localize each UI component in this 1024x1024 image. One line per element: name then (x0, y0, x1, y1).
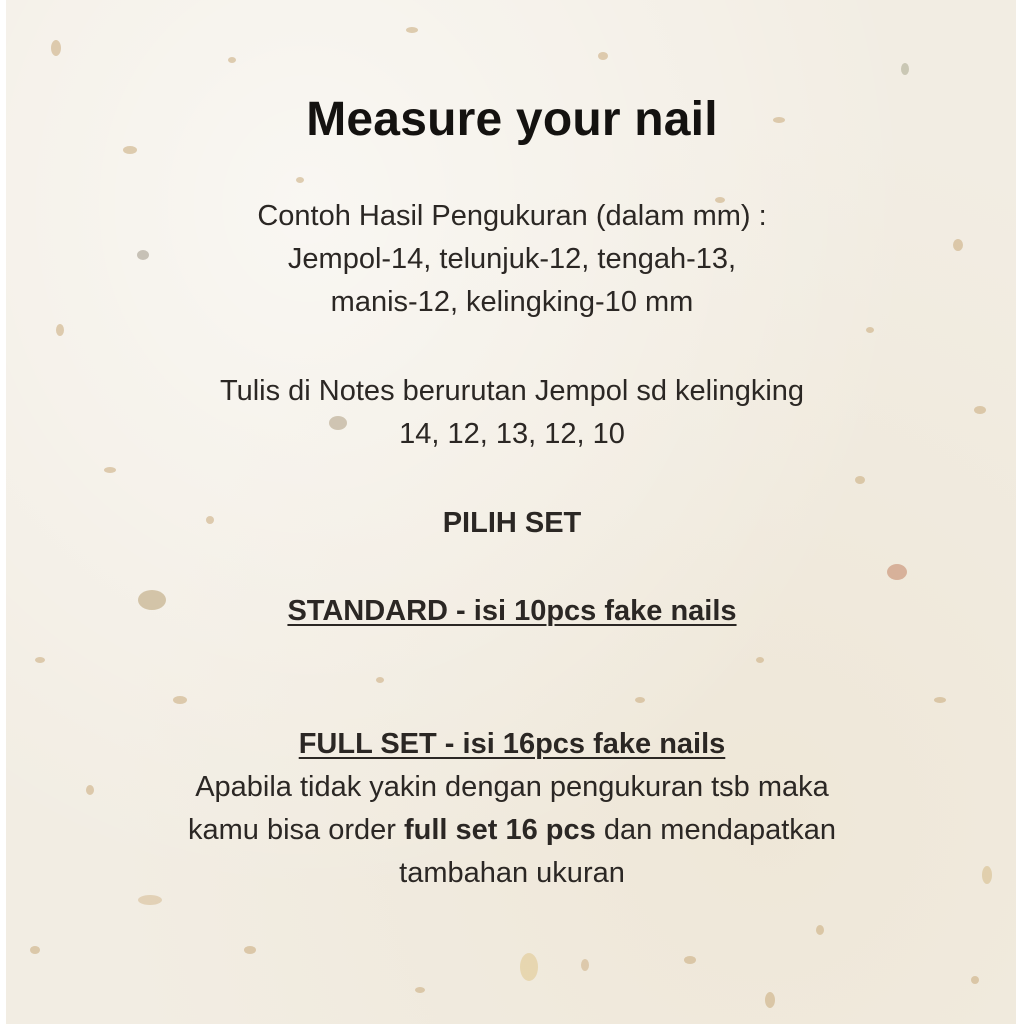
full-set-line-1: Apabila tidak yakin dengan pengukuran tsb maka (195, 771, 829, 803)
example-line-1: Jempol-14, telunjuk-12, tengah-13, (287, 243, 737, 275)
standard-set-row (0, 590, 1024, 632)
full-set-line-2-pre: kamu bisa order (187, 814, 404, 846)
standard-set-label: STANDARD - isi 10pcs fake nails (287, 595, 737, 627)
choose-set-heading: PILIH SET (442, 507, 582, 539)
example-heading: Contoh Hasil Pengukuran (dalam mm) : (257, 200, 767, 232)
page-title: Measure your nail (306, 93, 718, 146)
full-set-label: FULL SET - isi 16pcs fake nails (298, 728, 726, 760)
full-set-row (0, 723, 1024, 765)
full-set-line-3: tambahan ukuran (399, 857, 625, 889)
notes-line-2: 14, 12, 13, 12, 10 (399, 418, 625, 450)
full-set-line-2 (0, 809, 1024, 851)
example-line-2: manis-12, kelingking-10 mm (330, 286, 694, 318)
notes-line-1: Tulis di Notes berurutan Jempol sd kelingking (219, 375, 805, 407)
full-set-line-2-post: dan mendapatkan (595, 814, 837, 846)
full-set-line-2-bold: full set 16 pcs (403, 814, 596, 846)
